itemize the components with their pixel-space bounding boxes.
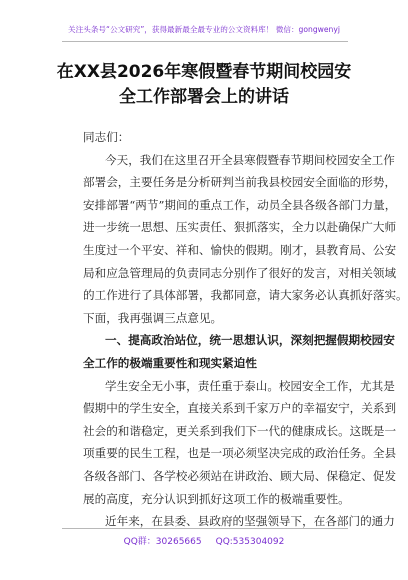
paragraph-1-line: 的工作进行了具体部署，我都同意，请大家务必认真抓好落实。 (83, 288, 408, 303)
section-heading-line: 一、提高政治站位，统一思想认识，深刻把握假期校园安 (105, 333, 395, 348)
paragraph-1-line: 部署会，主要任务是分析研判当前我县校园安全面临的形势， (83, 175, 397, 190)
paragraph-3 (83, 510, 395, 533)
salutation-line: 同志们： (83, 130, 130, 144)
paragraph-2-line: 项重要的民生工程，也是一项必须坚决完成的政治任务。全县 (83, 446, 397, 461)
salutation (83, 126, 359, 149)
paragraph-1-line: 下面，我再强调三点意见。 (83, 310, 223, 325)
paragraph-1-line: 今天，我们在这里召开全县寒假暨春节期间校园安全工作 (105, 152, 395, 167)
section-heading-line: 全工作的极端重要性和现实紧迫性 (83, 355, 257, 370)
footer-contact (0, 536, 408, 548)
paragraph-2-line: 假期中的学生安全，直接关系到千家万户的幸福安宁，关系到 (83, 401, 397, 416)
paragraph-2-line: 展的高度，充分认识到抓好这项工作的极端重要性。 (83, 491, 350, 506)
footer-divider (62, 528, 348, 529)
header-banner: 关注头条号“公文研究”，获得最新最全最专业的公文资料库！ 微信：gongwenyj (68, 25, 340, 34)
paragraph-1-line: 进一步统一思想、压实责任、狠抓落实，全力以赴确保广大师 (83, 220, 397, 235)
paragraph-2 (83, 375, 397, 511)
document-body (83, 126, 408, 533)
paragraph-3-line: 近年来，在县委、县政府的坚强领导下，在各部门的通力 (105, 514, 395, 529)
title-line-2: 全工作部署会上的讲话 (119, 87, 289, 107)
paragraph-1-line: 安排部署“两节”期间的重点工作，动员全县各级各部门力量， (83, 197, 397, 212)
document-title (50, 60, 358, 110)
paragraph-2-line: 社会的和谐稳定，更关系到我们下一代的健康成长。这既是一 (83, 423, 397, 438)
paragraph-2-line: 各级各部门、各学校必须站在讲政治、顾大局、保稳定、促发 (83, 468, 397, 483)
footer-qq: QQ:535304092 (215, 537, 285, 547)
header-divider (62, 41, 348, 42)
section-heading-1 (83, 329, 395, 374)
paragraph-1 (83, 149, 408, 330)
footer-qq-group: QQ群：30265665 (123, 537, 202, 547)
paragraph-1-line: 生度过一个平安、祥和、愉快的假期。刚才，县教育局、公安 (83, 242, 397, 257)
paragraph-2-line: 学生安全无小事，责任重于泰山。校园安全工作，尤其是 (105, 378, 395, 393)
title-line-1: 在XX县2026年寒假暨春节期间校园安 (56, 62, 352, 82)
paragraph-1-line: 局和应急管理局的负责同志分别作了很好的发言，对相关领域 (83, 265, 397, 280)
